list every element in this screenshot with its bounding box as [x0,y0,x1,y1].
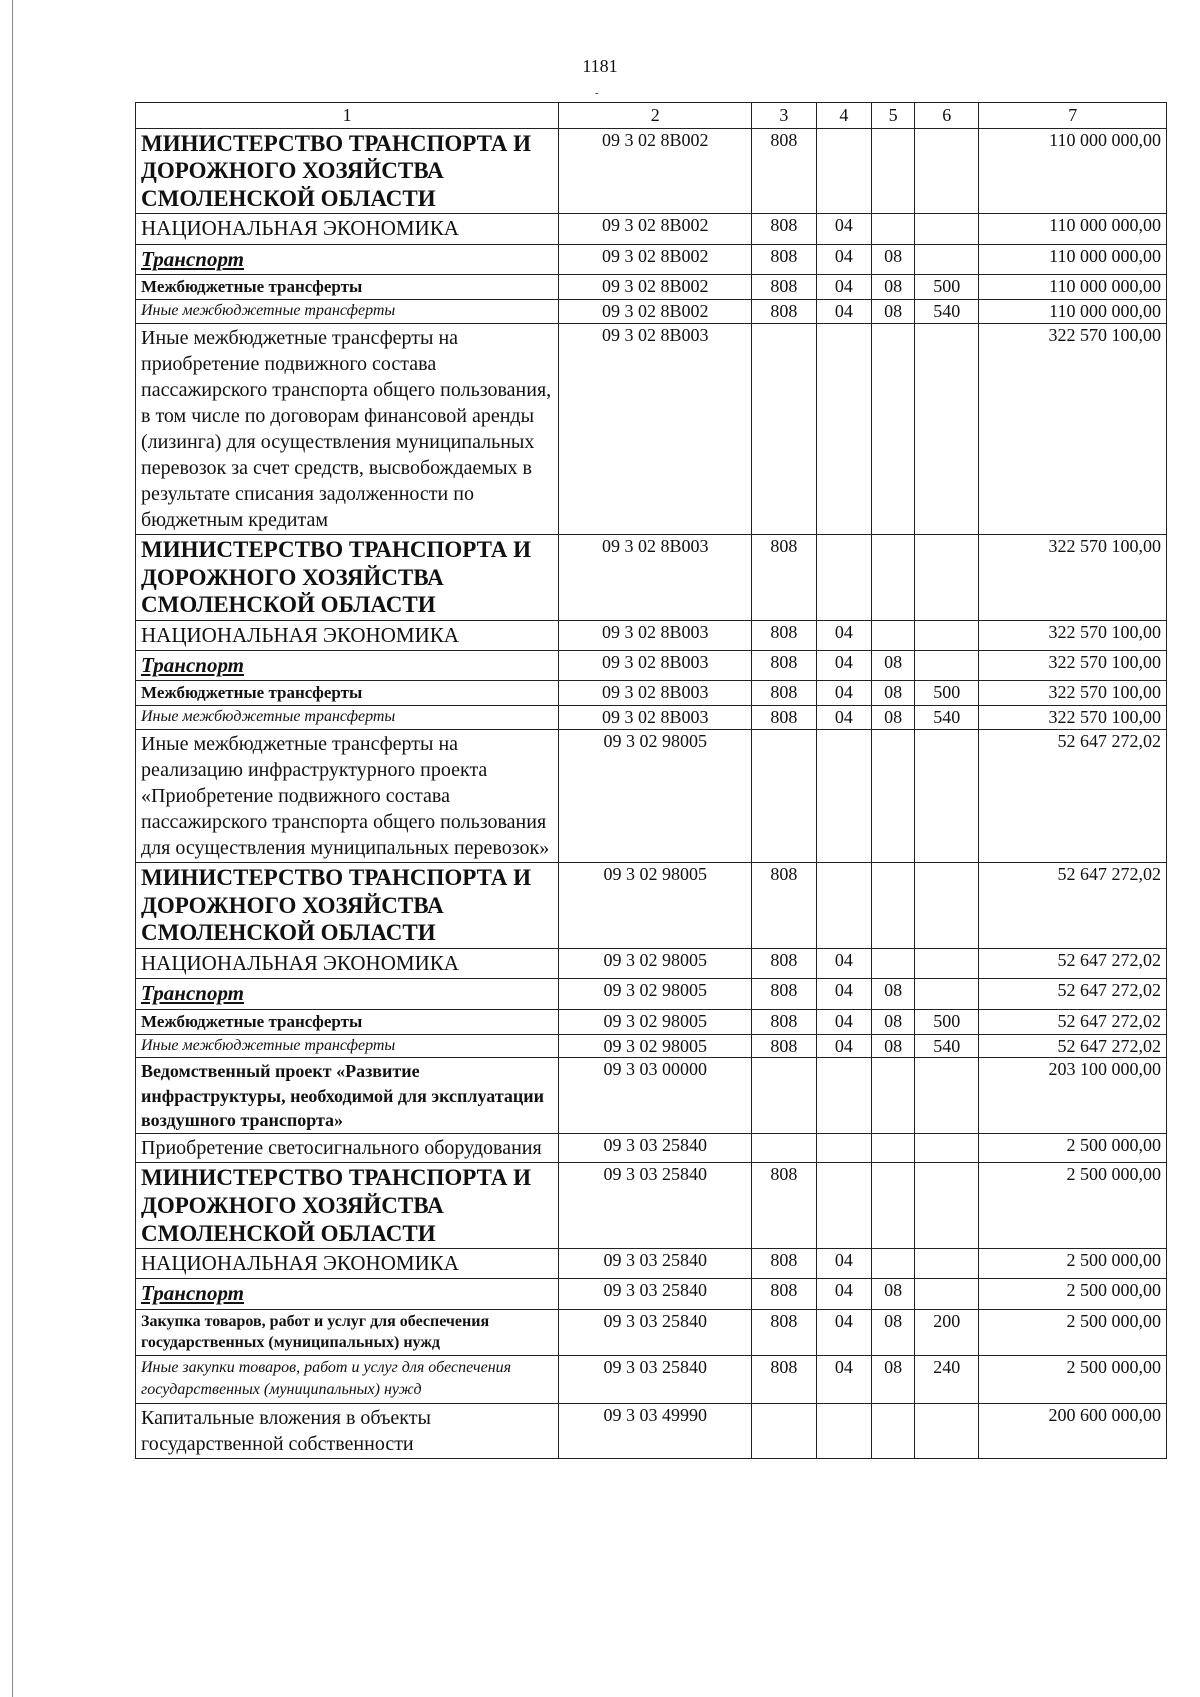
description-cell: Транспорт [136,979,559,1009]
col5-cell: 08 [872,1309,915,1355]
code-cell: 09 3 02 98005 [559,730,752,863]
col6-cell [915,730,979,863]
col6-cell [915,1403,979,1458]
col3-cell: 808 [752,706,816,730]
amount-cell: 2 500 000,00 [979,1249,1167,1279]
col5-cell: 08 [872,300,915,324]
col6-cell [915,863,979,949]
col5-cell [872,730,915,863]
col3-cell: 808 [752,979,816,1009]
code-cell: 09 3 02 8В002 [559,214,752,244]
col4-cell: 04 [816,1034,872,1058]
col5-cell [872,1058,915,1134]
code-cell: 09 3 03 25840 [559,1249,752,1279]
amount-cell: 110 000 000,00 [979,244,1167,274]
code-cell: 09 3 03 00000 [559,1058,752,1134]
col6-cell [915,949,979,979]
col6-cell [915,651,979,681]
code-cell: 09 3 03 25840 [559,1134,752,1163]
amount-cell: 322 570 100,00 [979,620,1167,650]
col5-cell [872,534,915,620]
description-cell: Транспорт [136,1279,559,1309]
amount-cell: 2 500 000,00 [979,1279,1167,1309]
table-row [136,128,1167,214]
description-cell: Иные межбюджетные трансферты [136,706,559,730]
description-cell: НАЦИОНАЛЬНАЯ ЭКОНОМИКА [136,1249,559,1279]
col3-cell: 808 [752,949,816,979]
code-cell: 09 3 02 8В002 [559,244,752,274]
col3-cell: 808 [752,1309,816,1355]
col4-cell: 04 [816,244,872,274]
col4-cell [816,730,872,863]
col6-cell: 540 [915,1034,979,1058]
description-cell: Иные межбюджетные трансферты [136,300,559,324]
table-row [136,1403,1167,1458]
page-tick-mark: - [595,88,599,99]
table-row [136,275,1167,300]
table-row [136,1309,1167,1355]
table-row [136,979,1167,1009]
col6-cell: 200 [915,1309,979,1355]
code-cell: 09 3 02 8В003 [559,681,752,706]
col6-cell: 500 [915,1009,979,1034]
description-cell: МИНИСТЕРСТВО ТРАНСПОРТА И ДОРОЖНОГО ХОЗЯЙСТВА СМОЛЕНСКОЙ ОБЛАСТИ [136,1163,559,1249]
header-cell-2: 2 [559,103,752,129]
code-cell: 09 3 02 8В003 [559,620,752,650]
table-row [136,300,1167,324]
header-cell-7: 7 [979,103,1167,129]
amount-cell: 322 570 100,00 [979,706,1167,730]
col4-cell: 04 [816,949,872,979]
col6-cell [915,1279,979,1309]
col3-cell: 808 [752,681,816,706]
col4-cell: 04 [816,300,872,324]
description-cell: Транспорт [136,244,559,274]
amount-cell: 52 647 272,02 [979,1009,1167,1034]
description-cell: МИНИСТЕРСТВО ТРАНСПОРТА И ДОРОЖНОГО ХОЗЯЙСТВА СМОЛЕНСКОЙ ОБЛАСТИ [136,863,559,949]
col6-cell [915,323,979,534]
table-row [136,1249,1167,1279]
col5-cell: 08 [872,651,915,681]
col5-cell: 08 [872,1034,915,1058]
description-cell: Иные межбюджетные трансферты на приобретение подвижного состава пассажирского транспорта общего пользования, в том числе по договорам финансовой аренды (лизинга) для осуществления муниципальных перевозок за счет средств, высвобождаемых в результате списания задолженности по бюджетным кредитам [136,323,559,534]
col3-cell: 808 [752,1034,816,1058]
budget-table [135,102,1167,1459]
table-row [136,1163,1167,1249]
amount-cell: 322 570 100,00 [979,534,1167,620]
description-cell: Иные межбюджетные трансферты на реализацию инфраструктурного проекта «Приобретение подвижного состава пассажирского транспорта общего пользования для осуществления муниципальных перевозок» [136,730,559,863]
amount-cell: 2 500 000,00 [979,1309,1167,1355]
code-cell: 09 3 02 8В003 [559,706,752,730]
amount-cell: 200 600 000,00 [979,1403,1167,1458]
header-cell-1: 1 [136,103,559,129]
col5-cell: 08 [872,706,915,730]
description-cell: Межбюджетные трансферты [136,1009,559,1034]
table-row [136,1134,1167,1163]
col3-cell: 808 [752,1163,816,1249]
col4-cell: 04 [816,275,872,300]
col5-cell [872,1249,915,1279]
col4-cell [816,323,872,534]
col3-cell: 808 [752,244,816,274]
code-cell: 09 3 02 98005 [559,1034,752,1058]
code-cell: 09 3 02 8В003 [559,651,752,681]
col6-cell [915,244,979,274]
table-row [136,323,1167,534]
col6-cell [915,214,979,244]
description-cell: Ведомственный проект «Развитие инфраструктуры, необходимой для эксплуатации воздушного транспорта» [136,1058,559,1134]
col6-cell: 540 [915,706,979,730]
col3-cell [752,323,816,534]
col4-cell: 04 [816,979,872,1009]
col5-cell [872,1163,915,1249]
col4-cell [816,1134,872,1163]
col4-cell: 04 [816,706,872,730]
col3-cell: 808 [752,534,816,620]
header-cell-3: 3 [752,103,816,129]
col6-cell [915,1058,979,1134]
description-cell: НАЦИОНАЛЬНАЯ ЭКОНОМИКА [136,620,559,650]
scan-edge-line [12,0,13,1697]
description-cell: Транспорт [136,651,559,681]
code-cell: 09 3 02 98005 [559,863,752,949]
col6-cell: 500 [915,681,979,706]
col4-cell [816,1058,872,1134]
col5-cell: 08 [872,681,915,706]
table-row [136,214,1167,244]
code-cell: 09 3 02 8В002 [559,128,752,214]
col3-cell: 808 [752,214,816,244]
col6-cell [915,1163,979,1249]
amount-cell: 110 000 000,00 [979,275,1167,300]
code-cell: 09 3 02 8В002 [559,300,752,324]
col4-cell: 04 [816,681,872,706]
table-header [136,103,1167,129]
col4-cell: 04 [816,1249,872,1279]
col4-cell: 04 [816,1009,872,1034]
table-row [136,244,1167,274]
amount-cell: 52 647 272,02 [979,730,1167,863]
code-cell: 09 3 03 49990 [559,1403,752,1458]
col6-cell [915,128,979,214]
col3-cell [752,730,816,863]
col3-cell: 808 [752,275,816,300]
table-row [136,681,1167,706]
col3-cell: 808 [752,1355,816,1403]
code-cell: 09 3 03 25840 [559,1309,752,1355]
amount-cell: 52 647 272,02 [979,1034,1167,1058]
col6-cell [915,1249,979,1279]
description-cell: МИНИСТЕРСТВО ТРАНСПОРТА И ДОРОЖНОГО ХОЗЯЙСТВА СМОЛЕНСКОЙ ОБЛАСТИ [136,128,559,214]
code-cell: 09 3 02 8В002 [559,275,752,300]
col5-cell: 08 [872,1009,915,1034]
col6-cell: 540 [915,300,979,324]
page-number: 1181 [582,56,618,76]
amount-cell: 110 000 000,00 [979,300,1167,324]
col4-cell: 04 [816,214,872,244]
code-cell: 09 3 03 25840 [559,1163,752,1249]
col3-cell: 808 [752,651,816,681]
col5-cell: 08 [872,275,915,300]
table-row [136,1058,1167,1134]
amount-cell: 322 570 100,00 [979,681,1167,706]
col5-cell: 08 [872,1355,915,1403]
table-row [136,863,1167,949]
table-row [136,651,1167,681]
col3-cell: 808 [752,620,816,650]
col5-cell [872,863,915,949]
code-cell: 09 3 03 25840 [559,1355,752,1403]
col3-cell [752,1403,816,1458]
description-cell: Приобретение светосигнального оборудования [136,1134,559,1163]
amount-cell: 52 647 272,02 [979,979,1167,1009]
col4-cell: 04 [816,651,872,681]
col6-cell [915,979,979,1009]
col6-cell [915,1134,979,1163]
description-cell: Закупка товаров, работ и услуг для обеспечения государственных (муниципальных) нужд [136,1309,559,1355]
code-cell: 09 3 03 25840 [559,1279,752,1309]
amount-cell: 52 647 272,02 [979,949,1167,979]
table-row [136,1034,1167,1058]
col3-cell: 808 [752,128,816,214]
amount-cell: 52 647 272,02 [979,863,1167,949]
table-row [136,949,1167,979]
col4-cell [816,534,872,620]
description-cell: Капитальные вложения в объекты государственной собственности [136,1403,559,1458]
header-cell-5: 5 [872,103,915,129]
table-row [136,1355,1167,1403]
code-cell: 09 3 02 98005 [559,1009,752,1034]
description-cell: Межбюджетные трансферты [136,681,559,706]
col3-cell [752,1058,816,1134]
table-row [136,706,1167,730]
amount-cell: 2 500 000,00 [979,1355,1167,1403]
description-cell: НАЦИОНАЛЬНАЯ ЭКОНОМИКА [136,214,559,244]
col5-cell [872,128,915,214]
col4-cell: 04 [816,620,872,650]
col4-cell [816,128,872,214]
col5-cell: 08 [872,244,915,274]
col6-cell: 500 [915,275,979,300]
header-row [136,103,1167,129]
code-cell: 09 3 02 98005 [559,979,752,1009]
col3-cell: 808 [752,300,816,324]
table-row [136,730,1167,863]
code-cell: 09 3 02 8В003 [559,323,752,534]
code-cell: 09 3 02 8В003 [559,534,752,620]
col6-cell [915,534,979,620]
col5-cell [872,620,915,650]
col5-cell [872,949,915,979]
description-cell: Иные закупки товаров, работ и услуг для обеспечения государственных (муниципальных) нужд [136,1355,559,1403]
col5-cell [872,1134,915,1163]
header-cell-6: 6 [915,103,979,129]
col5-cell [872,323,915,534]
col6-cell: 240 [915,1355,979,1403]
col4-cell: 04 [816,1279,872,1309]
description-cell: Межбюджетные трансферты [136,275,559,300]
col3-cell: 808 [752,863,816,949]
col5-cell: 08 [872,1279,915,1309]
table-row [136,534,1167,620]
col3-cell: 808 [752,1249,816,1279]
col3-cell [752,1134,816,1163]
table-row [136,620,1167,650]
col3-cell: 808 [752,1279,816,1309]
description-cell: МИНИСТЕРСТВО ТРАНСПОРТА И ДОРОЖНОГО ХОЗЯЙСТВА СМОЛЕНСКОЙ ОБЛАСТИ [136,534,559,620]
col4-cell: 04 [816,1309,872,1355]
description-cell: Иные межбюджетные трансферты [136,1034,559,1058]
amount-cell: 110 000 000,00 [979,128,1167,214]
col4-cell: 04 [816,1355,872,1403]
col3-cell: 808 [752,1009,816,1034]
amount-cell: 2 500 000,00 [979,1134,1167,1163]
col4-cell [816,1163,872,1249]
col5-cell: 08 [872,979,915,1009]
col5-cell [872,214,915,244]
code-cell: 09 3 02 98005 [559,949,752,979]
amount-cell: 110 000 000,00 [979,214,1167,244]
col4-cell [816,863,872,949]
table-row [136,1009,1167,1034]
table-body [136,128,1167,1458]
description-cell: НАЦИОНАЛЬНАЯ ЭКОНОМИКА [136,949,559,979]
amount-cell: 2 500 000,00 [979,1163,1167,1249]
amount-cell: 322 570 100,00 [979,323,1167,534]
col4-cell [816,1403,872,1458]
col6-cell [915,620,979,650]
table-row [136,1279,1167,1309]
amount-cell: 203 100 000,00 [979,1058,1167,1134]
header-cell-4: 4 [816,103,872,129]
amount-cell: 322 570 100,00 [979,651,1167,681]
col5-cell [872,1403,915,1458]
